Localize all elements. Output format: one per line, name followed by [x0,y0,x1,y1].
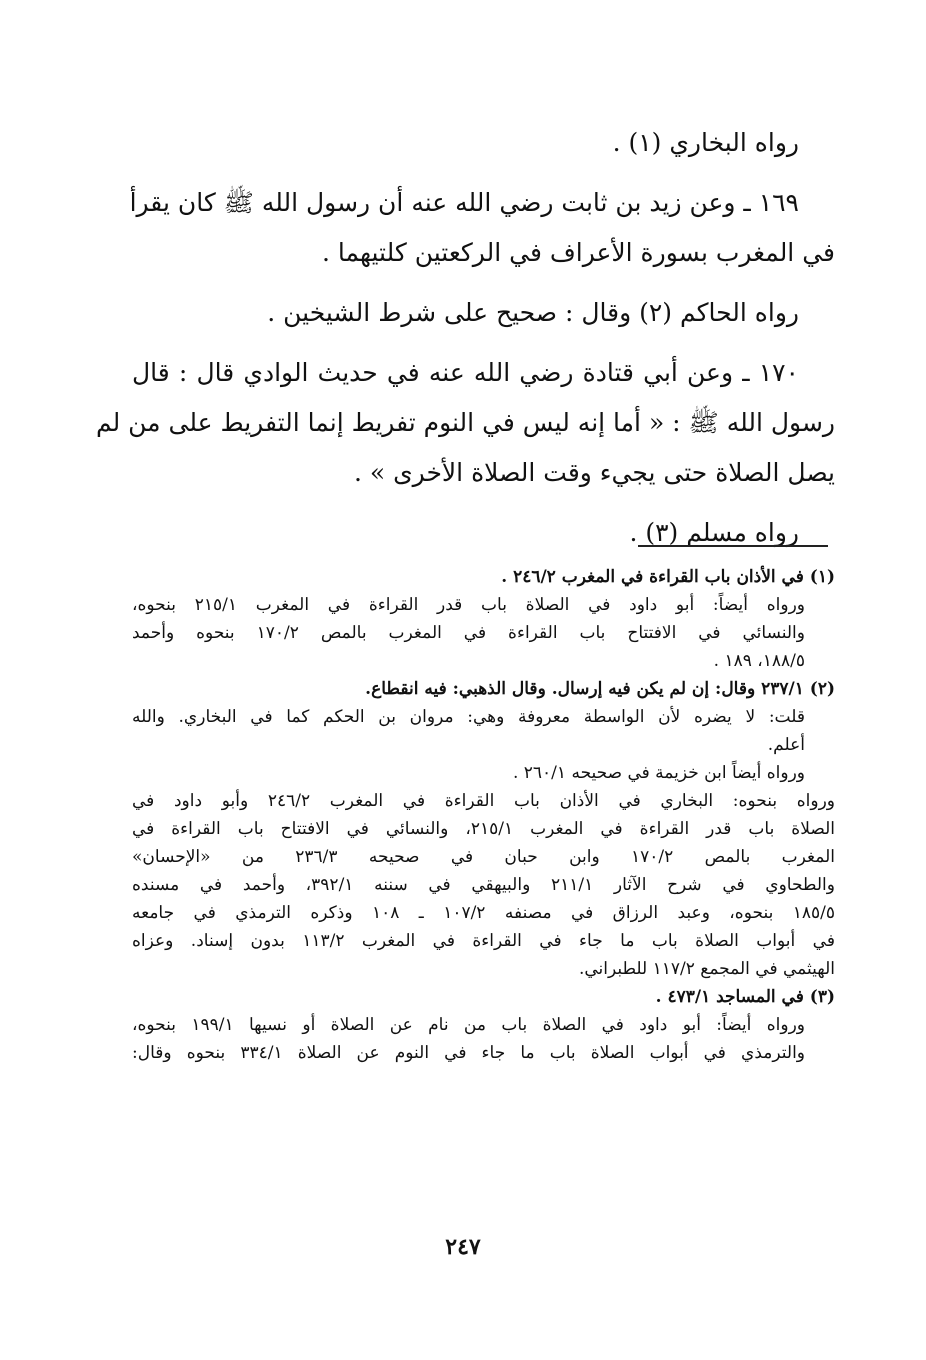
text-line: رواه الحاكم (٢) وقال : صحيح على شرط الشيخين . [267,298,799,327]
text-line: في المغرب بسورة الأعراف في الركعتين كلتيهما . [322,238,835,267]
text-line: رواه مسلم (٣) . [629,518,799,547]
footnote-line: الهيثمي في المجمع ١١٧/٢ للطبراني. [578,959,835,979]
footnote-line: ورواه أيضاً: أبو داود في الصلاة باب من نام عن الصلاة أو نسيها ١٩٩/١ بنحوه، [132,1015,805,1035]
footnote-line: ١٨٥/٥ بنحوه، وعبد الرزاق في مصنفه ١٠٧/٢ ـ ١٠٨ وذكره الترمذي في جامعه [132,903,835,923]
footnote-line: (٢) ٢٣٧/١ وقال: إن لم يكن فيه إرسال. وقال الذهبي: فيه انقطاع. [365,679,835,699]
footnote-line: المغرب بالمص ١٧٠/٢ وابن حبان في صحيحه ٢٣٦/٣ من «الإحسان» [132,847,835,867]
footnote-line: ورواه بنحوه: البخاري في الأذان باب القراءة في المغرب ٢٤٦/٢ وأبو داود في [132,791,835,811]
footnote-line: ١٨٨/٥، ١٨٩ . [713,651,805,671]
text-line: رسول الله ﷺ : « أما إنه ليس في النوم تفريط إنما التفريط على من لم [95,408,835,437]
footnote-line: (٣) في المساجد ٤٧٣/١ . [655,987,835,1007]
footnote-line: والترمذي في أبواب الصلاة باب ما جاء في النوم عن الصلاة ٣٣٤/١ بنحوه وقال: [132,1043,805,1063]
footnote-line: قلت: لا يضره لأن الواسطة معروفة وهي: مروان بن الحكم كما في البخاري. والله [132,707,805,727]
footnote-line: الصلاة باب قدر القراءة في المغرب ٢١٥/١، والنسائي في الافتتاح باب القراءة في [132,819,835,839]
footnote-line: والنسائي في الافتتاح باب القراءة في المغرب بالمص ١٧٠/٢ بنحوه وأحمد [132,623,805,643]
footnote-line: في أبواب الصلاة باب ما جاء في القراءة في المغرب ١١٣/٢ بدون إسناد. وعزاه [132,931,835,951]
footnote-separator [638,545,828,547]
main-text [95,118,835,558]
footnote-line: ورواه أيضاً: أبو داود في الصلاة باب قدر القراءة في المغرب ٢١٥/١ بنحوه، [132,595,805,615]
footnote-line: ورواه أيضاً ابن خزيمة في صحيحه ٢٦٠/١ . [512,763,805,783]
footnote-line: أعلم. [767,735,805,755]
footnote-line: (١) في الأذان باب القراءة في المغرب ٢٤٦/٢ . [501,567,835,587]
page-number: ٢٤٧ [445,1234,481,1260]
footnote-line: والطحاوي في شرح الآثار ٢١١/١ والبيهقي في سننه ٣٩٢/١، وأحمد في مسنده [132,875,835,895]
text-line: يصل الصلاة حتى يجيء وقت الصلاة الأخرى » . [353,458,835,487]
text-line: ١٦٩ ـ وعن زيد بن ثابت رضي الله عنه أن رسول الله ﷺ كان يقرأ [129,188,799,217]
text-line: رواه البخاري (١) . [612,128,799,157]
footnotes [132,563,835,1067]
text-line: ١٧٠ ـ وعن أبي قتادة رضي الله عنه في حديث الوادي قال : قال [132,358,799,387]
